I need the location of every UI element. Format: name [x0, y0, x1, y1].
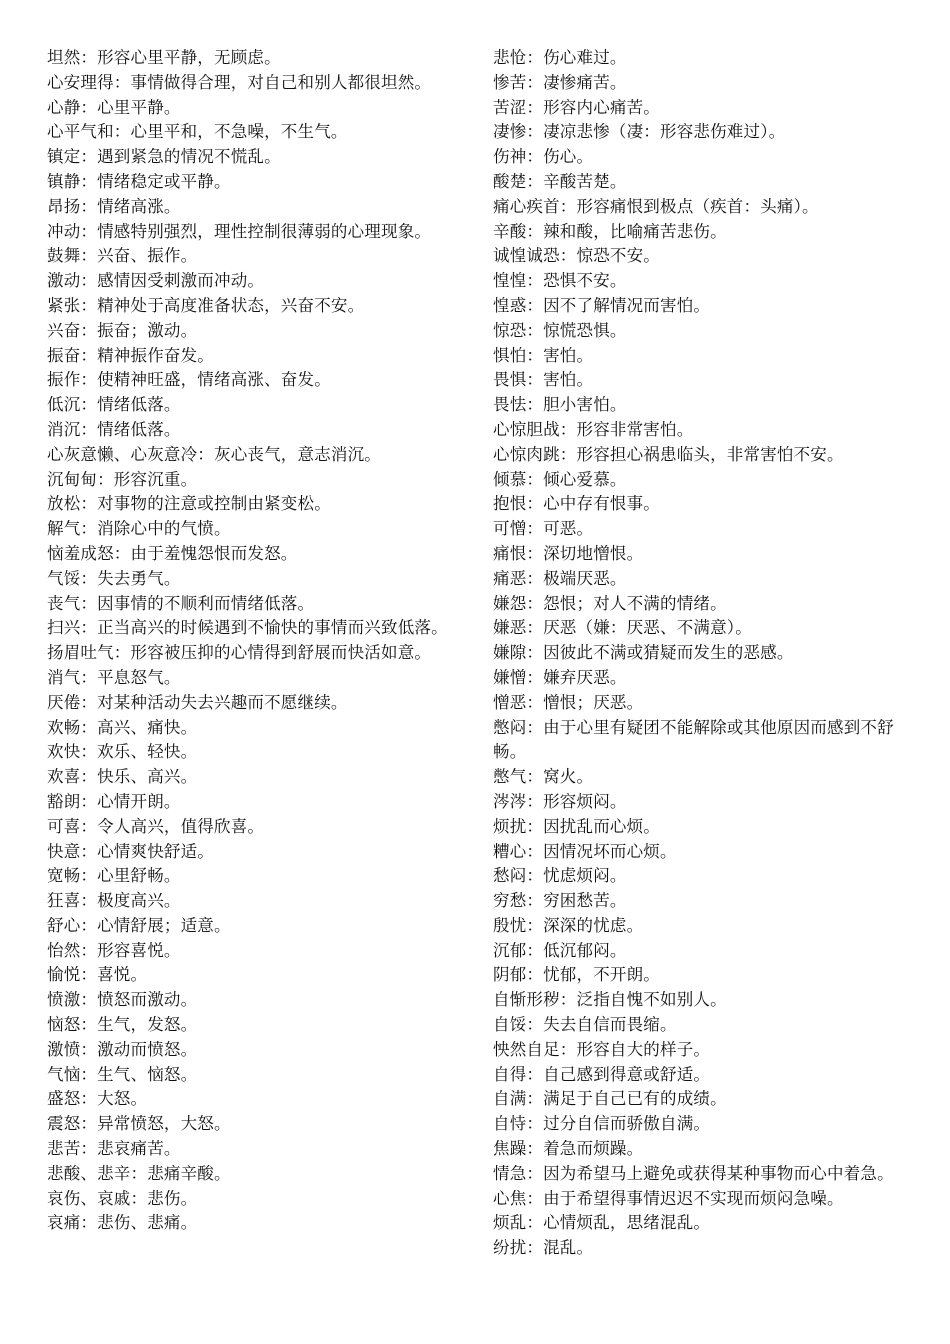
dictionary-entry: 倾慕：倾心爱慕。	[493, 469, 627, 489]
dictionary-entry: 厌倦：对某种活动失去兴趣而不愿继续。	[47, 692, 348, 712]
dictionary-entry: 低沉：情绪低落。	[47, 395, 181, 415]
dictionary-entry: 凄惨：凄凉悲惨（凄：形容悲伤难过）。	[493, 122, 786, 142]
dictionary-entry: 心平气和：心里平和，不急噪，不生气。	[47, 122, 348, 142]
dictionary-entry: 穷愁：穷困愁苦。	[493, 891, 627, 911]
dictionary-entry: 嫌恶：厌恶（嫌：厌恶、不满意）。	[493, 618, 752, 638]
dictionary-entry: 怡然：形容喜悦。	[47, 940, 181, 960]
dictionary-entry: 哀痛：悲伤、悲痛。	[47, 1213, 198, 1233]
dictionary-entry: 解气：消除心中的气愤。	[47, 519, 231, 539]
dictionary-entry: 激动：感情因受刺激而冲动。	[47, 271, 265, 291]
dictionary-entry: 欢喜：快乐、高兴。	[47, 767, 198, 787]
dictionary-entry: 惊恐：惊慌恐惧。	[493, 320, 627, 340]
right-column	[493, 46, 905, 1261]
dictionary-entry: 心惊肉跳：形容担心祸患临头，非常害怕不安。	[493, 444, 844, 464]
dictionary-entry: 恼怒：生气，发怒。	[47, 1015, 198, 1035]
dictionary-entry: 恼羞成怒：由于羞愧怨恨而发怒。	[47, 543, 298, 563]
dictionary-entry: 消气：平息怒气。	[47, 667, 181, 687]
dictionary-entry: 振作：使精神旺盛，情绪高涨、奋发。	[47, 370, 331, 390]
dictionary-entry: 自得：自己感到得意或舒适。	[493, 1064, 711, 1084]
dictionary-entry: 纷扰：混乱。	[493, 1238, 594, 1258]
dictionary-entry: 欢畅：高兴、痛快。	[47, 717, 198, 737]
dictionary-entry: 心静：心里平静。	[47, 97, 181, 117]
dictionary-entry: 丧气：因事情的不顺利而情绪低落。	[47, 593, 315, 613]
dictionary-entry: 气馁：失去勇气。	[47, 568, 181, 588]
dictionary-entry: 激愤：激动而愤怒。	[47, 1039, 198, 1059]
dictionary-entry: 嫌怨：怨恨；对人不满的情绪。	[493, 593, 727, 613]
dictionary-entry: 惨苦：凄惨痛苦。	[493, 72, 627, 92]
dictionary-entry: 可憎：可恶。	[493, 519, 594, 539]
dictionary-entry: 豁朗：心情开朗。	[47, 791, 181, 811]
dictionary-entry: 抱恨：心中存有恨事。	[493, 494, 660, 514]
dictionary-entry: 惶惶：恐惧不安。	[493, 271, 627, 291]
dictionary-entry: 欢快：欢乐、轻快。	[47, 742, 198, 762]
dictionary-entry: 伤神：伤心。	[493, 147, 594, 167]
dictionary-entry: 酸楚：辛酸苦楚。	[493, 171, 627, 191]
dictionary-entry: 心灰意懒、心灰意冷：灰心丧气，意志消沉。	[47, 444, 381, 464]
dictionary-entry: 放松：对事物的注意或控制由紧变松。	[47, 494, 331, 514]
dictionary-entry: 冲动：情感特别强烈，理性控制很薄弱的心理现象。	[47, 221, 432, 241]
dictionary-entry: 心焦：由于希望得事情迟迟不实现而烦闷急噪。	[493, 1188, 844, 1208]
dictionary-entry: 嫌隙：因彼此不满或猜疑而发生的恶感。	[493, 643, 794, 663]
dictionary-entry: 憎恶：憎恨；厌恶。	[493, 692, 644, 712]
dictionary-entry: 痛恶：极端厌恶。	[493, 568, 627, 588]
dictionary-entry: 自恃：过分自信而骄傲自满。	[493, 1114, 711, 1134]
dictionary-entry: 哀伤、哀戚：悲伤。	[47, 1188, 198, 1208]
dictionary-entry: 情急：因为希望马上避免或获得某种事物而心中着急。	[493, 1163, 894, 1183]
dictionary-entry: 镇静：情绪稳定或平静。	[47, 171, 231, 191]
dictionary-entry: 自惭形秽：泛指自愧不如别人。	[493, 990, 727, 1010]
dictionary-entry: 畏怯：胆小害怕。	[493, 395, 627, 415]
dictionary-entry: 消沉：情绪低落。	[47, 419, 181, 439]
dictionary-entry: 盛怒：大怒。	[47, 1089, 148, 1109]
dictionary-entry: 心安理得：事情做得合理，对自己和别人都很坦然。	[47, 72, 432, 92]
dictionary-entry: 舒心：心情舒展；适意。	[47, 915, 231, 935]
dictionary-entry: 阴郁：忧郁，不开朗。	[493, 965, 660, 985]
dictionary-entry: 畏惧：害怕。	[493, 370, 594, 390]
dictionary-entry: 扫兴：正当高兴的时候遇到不愉快的事情而兴致低落。	[47, 618, 448, 638]
dictionary-entry: 镇定：遇到紧急的情况不慌乱。	[47, 147, 281, 167]
dictionary-entry: 宽畅：心里舒畅。	[47, 866, 181, 886]
dictionary-entry: 自满：满足于自己已有的成绩。	[493, 1089, 727, 1109]
dictionary-entry: 悲怆：伤心难过。	[493, 48, 627, 67]
dictionary-entry: 心惊胆战：形容非常害怕。	[493, 419, 694, 439]
dictionary-entry: 悲酸、悲辛：悲痛辛酸。	[47, 1163, 231, 1183]
dictionary-entry: 惶惑：因不了解情况而害怕。	[493, 295, 711, 315]
dictionary-entry: 兴奋：振奋；激动。	[47, 320, 198, 340]
dictionary-entry: 痛恨：深切地憎恨。	[493, 543, 644, 563]
dictionary-entry: 自馁：失去自信而畏缩。	[493, 1015, 677, 1035]
dictionary-entry: 辛酸：辣和酸，比喻痛苦悲伤。	[493, 221, 727, 241]
dictionary-entry: 烦扰：因扰乱而心烦。	[493, 816, 660, 836]
dictionary-entry: 沉郁：低沉郁闷。	[493, 940, 627, 960]
dictionary-entry: 惧怕：害怕。	[493, 345, 594, 365]
dictionary-entry: 烦乱：心情烦乱，思绪混乱。	[493, 1213, 711, 1233]
dictionary-entry: 苦涩：形容内心痛苦。	[493, 97, 660, 117]
dictionary-entry: 气恼：生气、恼怒。	[47, 1064, 198, 1084]
dictionary-entry: 糟心：因情况坏而心烦。	[493, 841, 677, 861]
dictionary-entry: 鼓舞：兴奋、振作。	[47, 246, 198, 266]
dictionary-entry: 坦然：形容心里平静，无顾虑。	[47, 48, 281, 67]
dictionary-entry: 扬眉吐气：形容被压抑的心情得到舒展而快活如意。	[47, 643, 432, 663]
dictionary-entry: 殷忧：深深的忧虑。	[493, 915, 644, 935]
dictionary-entry: 快意：心情爽快舒适。	[47, 841, 214, 861]
dictionary-entry: 憋闷：由于心里有疑团不能解除或其他原因而感到不舒畅。	[493, 717, 894, 762]
dictionary-entry: 焦躁：着急而烦躁。	[493, 1139, 644, 1159]
dictionary-entry: 紧张：精神处于高度准备状态，兴奋不安。	[47, 295, 365, 315]
dictionary-entry: 可喜：令人高兴，值得欣喜。	[47, 816, 265, 836]
dictionary-entry: 震怒：异常愤怒，大怒。	[47, 1114, 231, 1134]
dictionary-entry: 嫌憎：嫌弃厌恶。	[493, 667, 627, 687]
dictionary-entry: 悲苦：悲哀痛苦。	[47, 1139, 181, 1159]
dictionary-entry: 昂扬：情绪高涨。	[47, 196, 181, 216]
dictionary-entry: 痛心疾首：形容痛恨到极点（疾首：头痛）。	[493, 196, 819, 216]
dictionary-entry: 愁闷：忧虑烦闷。	[493, 866, 627, 886]
dictionary-entry: 沉甸甸：形容沉重。	[47, 469, 198, 489]
dictionary-entry: 怏然自足：形容自大的样子。	[493, 1039, 711, 1059]
dictionary-entry: 愉悦：喜悦。	[47, 965, 148, 985]
dictionary-entry: 涔涔：形容烦闷。	[493, 791, 627, 811]
dictionary-entry: 诚惶诚恐：惊恐不安。	[493, 246, 660, 266]
left-column	[47, 46, 475, 1236]
dictionary-entry: 振奋：精神振作奋发。	[47, 345, 214, 365]
dictionary-entry: 狂喜：极度高兴。	[47, 891, 181, 911]
dictionary-entry: 愤激：愤怒而激动。	[47, 990, 198, 1010]
dictionary-entry: 憋气：窝火。	[493, 767, 594, 787]
